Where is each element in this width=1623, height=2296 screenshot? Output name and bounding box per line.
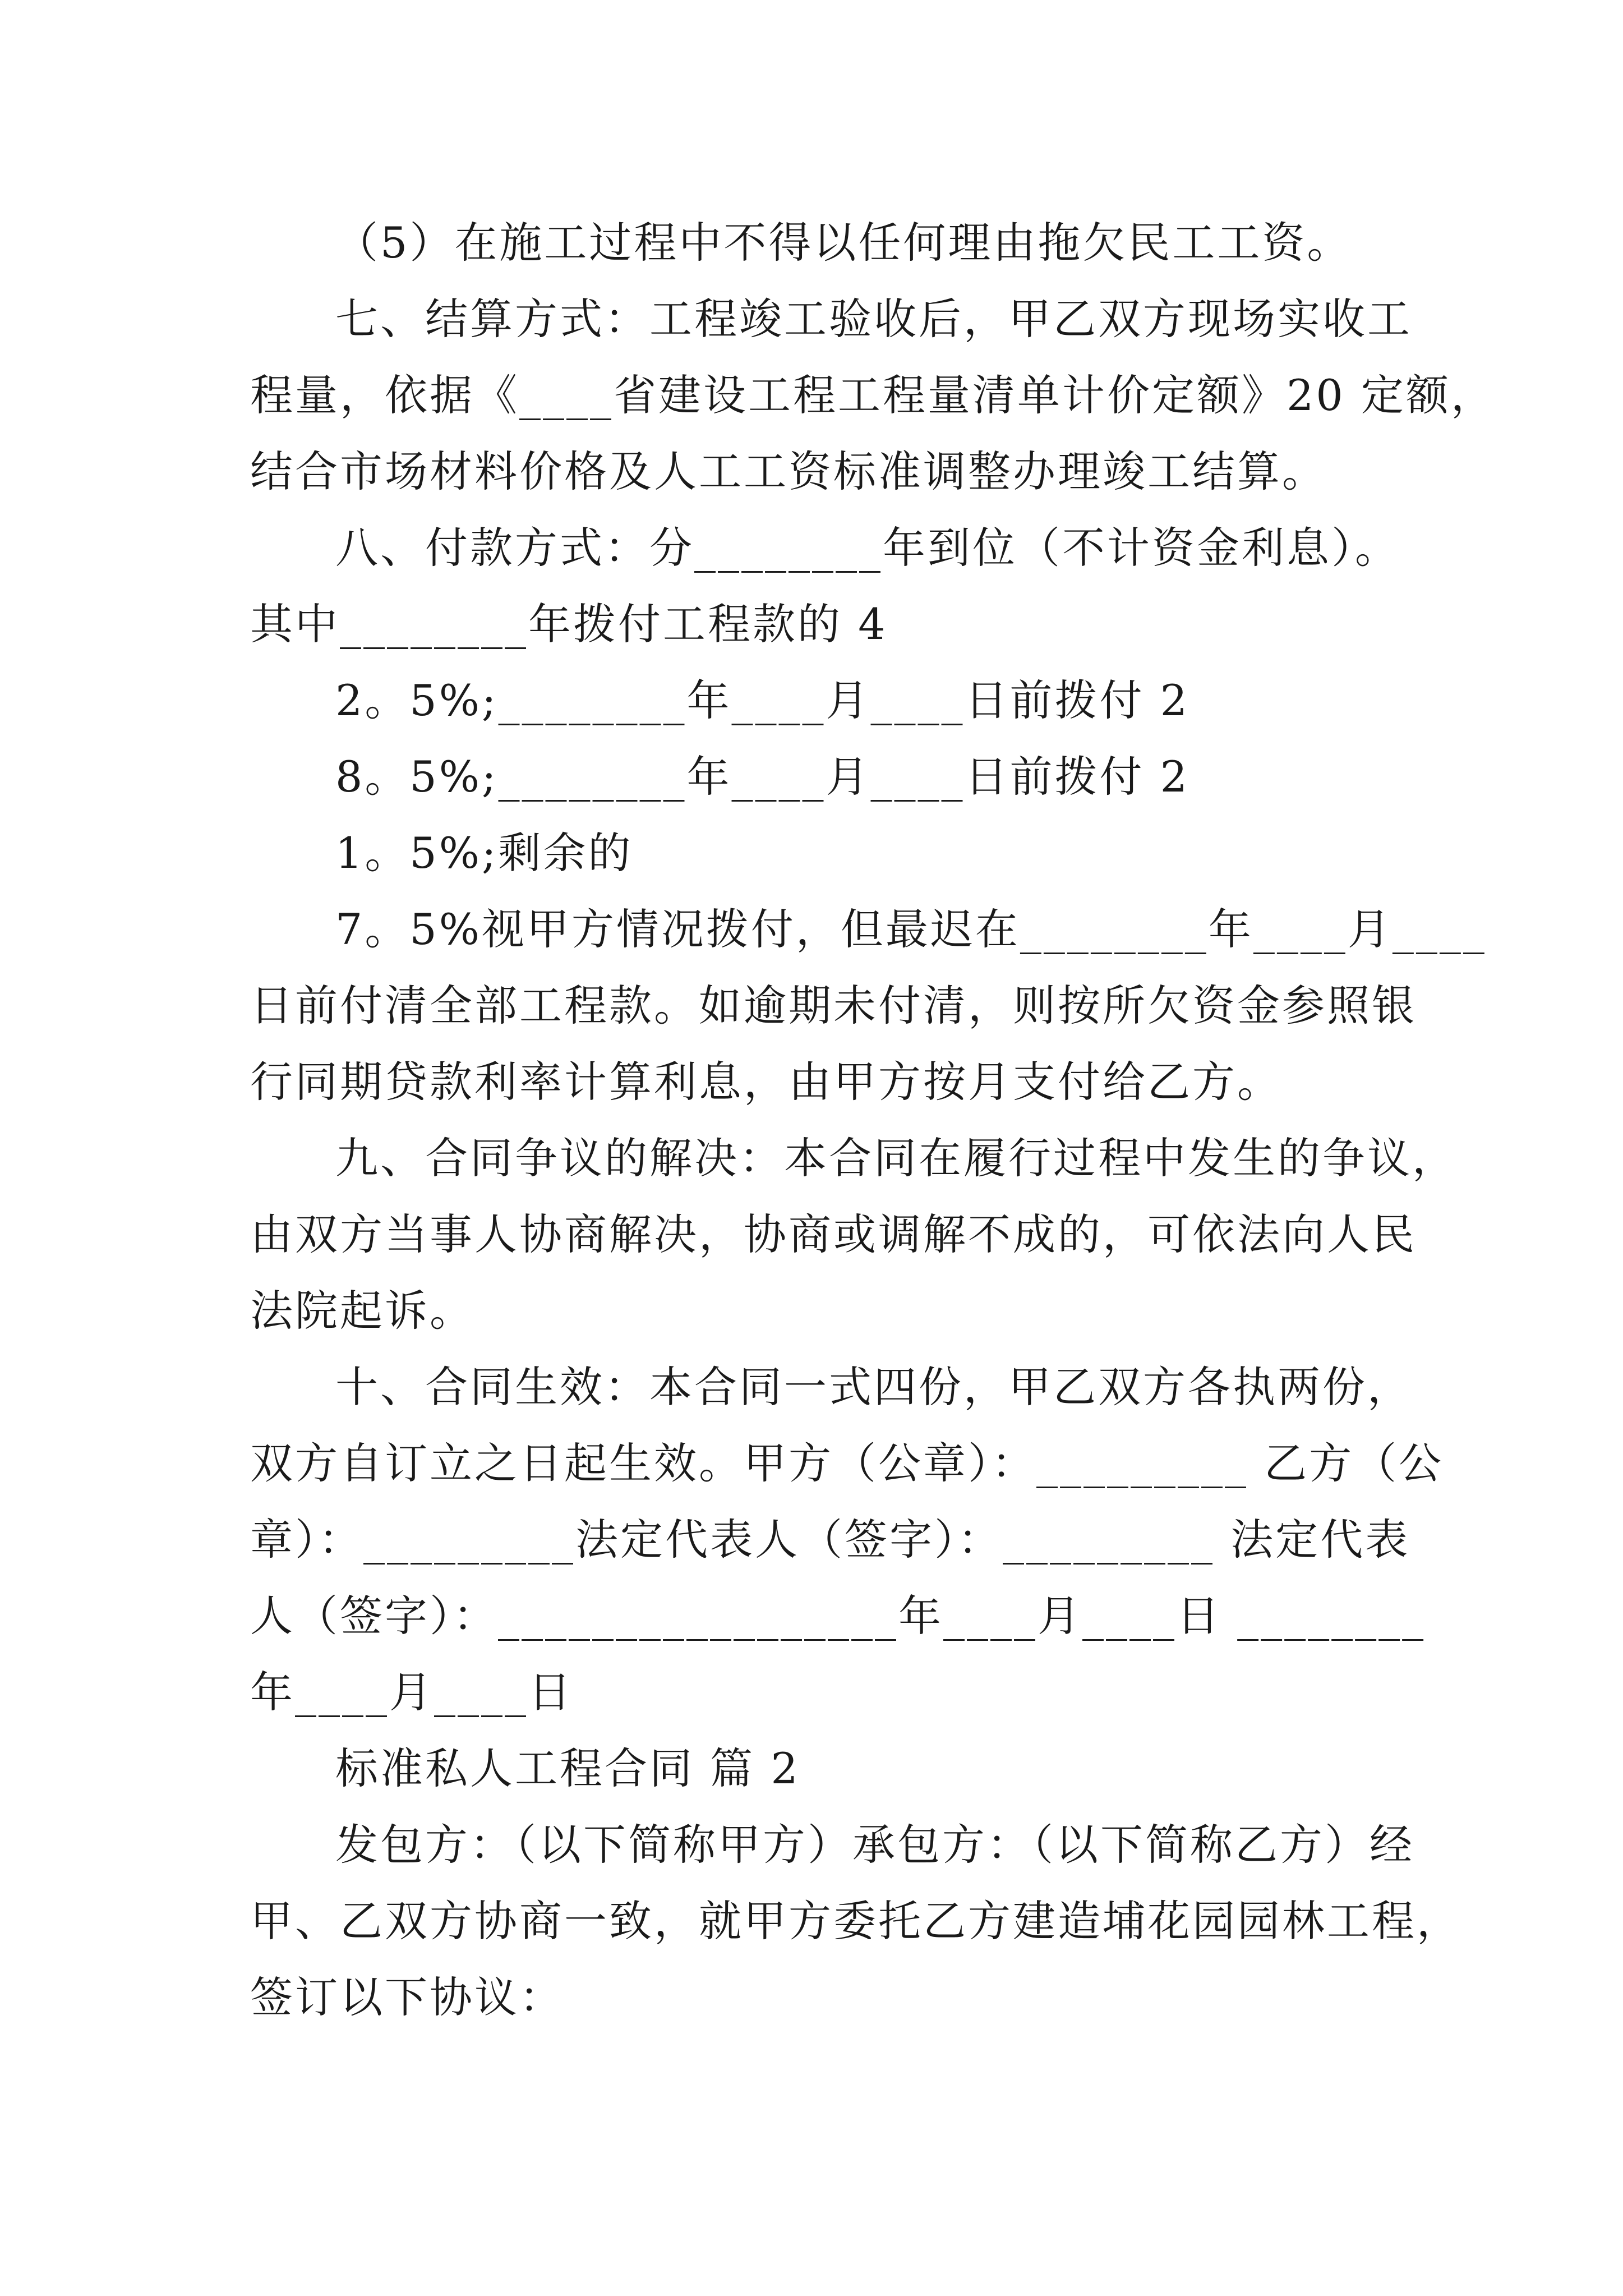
document-line: 年____月____日 bbox=[250, 1667, 573, 1717]
document-line: 签订以下协议： bbox=[250, 1972, 564, 2022]
document-line: （5）在施工过程中不得以任何理由拖欠民工工资。 bbox=[335, 218, 1352, 268]
document-line: 日前付清全部工程款。如逾期未付清，则按所欠资金参照银 bbox=[250, 981, 1417, 1030]
document-line: 7。5%视甲方情况拨付，但最迟在________年____月____ bbox=[335, 904, 1487, 954]
document-line: 8。5%;________年____月____日前拨付 2 bbox=[335, 752, 1190, 802]
document-line: 由双方当事人协商解决，协商或调解不成的，可依法向人民 bbox=[250, 1209, 1417, 1259]
document-line: 发包方：（以下简称甲方）承包方：（以下简称乙方）经 bbox=[335, 1820, 1414, 1870]
document-line: 标准私人工程合同 篇 2 bbox=[335, 1743, 800, 1793]
document-line: 十、合同生效：本合同一式四份，甲乙双方各执两份， bbox=[335, 1362, 1412, 1412]
document-line: 八、付款方式：分________年到位（不计资金利息）。 bbox=[335, 523, 1400, 573]
document-line: 程量，依据《____省建设工程工程量清单计价定额》20 定额， bbox=[250, 370, 1496, 420]
document-line: 九、合同争议的解决：本合同在履行过程中发生的争议， bbox=[335, 1133, 1457, 1183]
document-line: 人（签字）：_________________年____月____日 ________ bbox=[250, 1591, 1426, 1641]
document-line: 结合市场材料价格及人工工资标准调整办理竣工结算。 bbox=[250, 447, 1327, 496]
document-line: 1。5%;剩余的 bbox=[335, 828, 633, 878]
document-body bbox=[250, 205, 1496, 2036]
document-line: 其中________年拨付工程款的 4 bbox=[250, 599, 888, 649]
document-line: 七、结算方式：工程竣工验收后，甲乙双方现场实收工 bbox=[335, 294, 1412, 344]
document-line: 行同期贷款利率计算利息，由甲方按月支付给乙方。 bbox=[250, 1057, 1282, 1107]
document-line: 2。5%;________年____月____日前拨付 2 bbox=[335, 675, 1190, 725]
document-line: 双方自订立之日起生效。甲方（公章）：_________ 乙方（公 bbox=[250, 1438, 1444, 1488]
document-line: 甲、乙双方协商一致，就甲方委托乙方建造埔花园园林工程， bbox=[250, 1896, 1461, 1946]
document-line: 法院起诉。 bbox=[250, 1286, 474, 1336]
document-line: 章）：_________法定代表人（签字）：_________ 法定代表 bbox=[250, 1515, 1410, 1565]
